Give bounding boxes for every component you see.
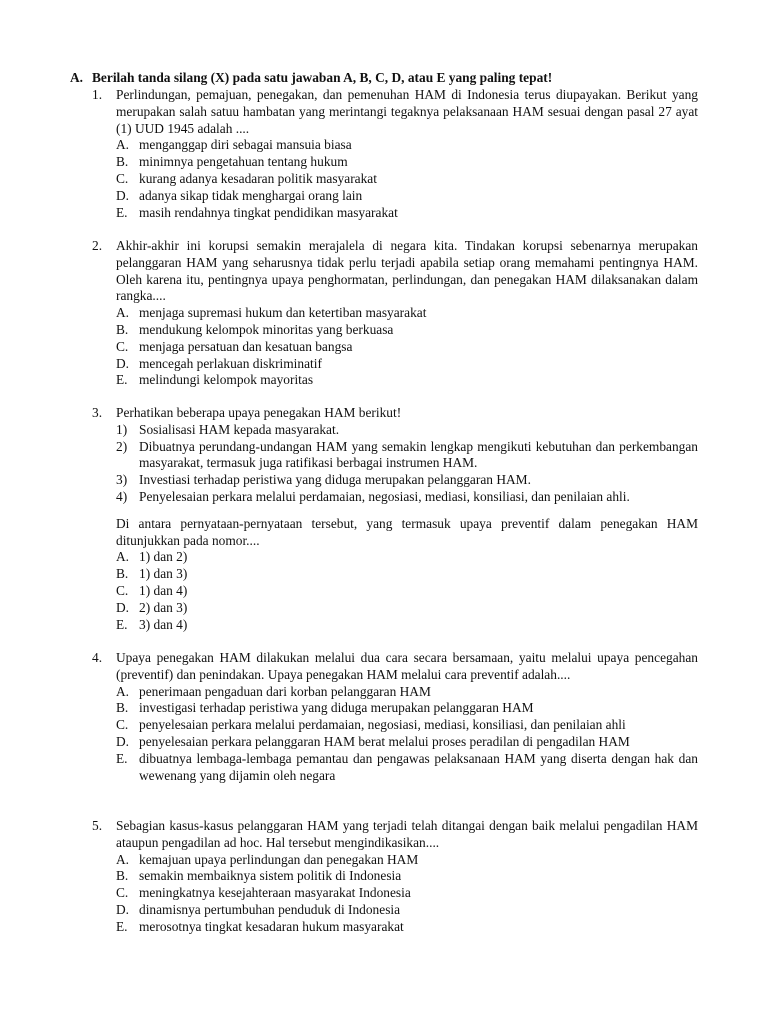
statement-number: 3) <box>116 472 128 488</box>
option-letter: B. <box>116 700 129 716</box>
question-number: 2. <box>92 238 103 253</box>
section-heading <box>70 70 710 87</box>
option-letter: A. <box>116 683 130 699</box>
statement-number: 4) <box>116 488 128 504</box>
option-d[interactable] <box>116 734 698 751</box>
option-text: adanya sikap tidak menghargai orang lain <box>139 187 363 203</box>
option-d[interactable] <box>116 600 698 617</box>
option-text: investigasi terhadap peristiwa yang diduga merupakan pelanggaran HAM <box>139 700 534 716</box>
option-text: menjaga persatuan dan kesatuan bangsa <box>139 338 353 354</box>
question-2 <box>92 238 698 389</box>
question-prompt: Di antara pernyataan-pernyataan tersebut, yang termasuk upaya preventif dalam penegakan HAM ditunjukkan pada nomor.... <box>116 515 698 548</box>
option-text: dinamisnya pertumbuhan penduduk di Indonesia <box>139 901 401 917</box>
option-letter: B. <box>116 154 129 170</box>
question-5 <box>92 818 698 936</box>
option-letter: A. <box>116 851 130 867</box>
option-text: 3) dan 4) <box>139 616 188 632</box>
statement-4 <box>116 489 698 506</box>
statement-text: Sosialisasi HAM kepada masyarakat. <box>139 421 340 437</box>
option-letter: E. <box>116 204 128 220</box>
option-text: merosotnya tingkat kesadaran hukum masyarakat <box>139 918 404 934</box>
question-number: 1. <box>92 87 103 102</box>
option-d[interactable] <box>116 902 698 919</box>
option-text: semakin membaiknya sistem politik di Indonesia <box>139 868 402 884</box>
option-a[interactable] <box>116 137 698 154</box>
option-e[interactable] <box>116 205 698 222</box>
statement-text: Penyelesaian perkara melalui perdamaian, negosiasi, mediasi, konsiliasi, dan penilaian ahli. <box>139 488 630 504</box>
option-letter: D. <box>116 355 130 371</box>
option-a[interactable] <box>116 852 698 869</box>
statement-text: Dibuatnya perundang-undangan HAM yang semakin lengkap mengikuti kebutuhan dan perkembangan masyarakat, termasuk juga ratifikasi berbagai instrumen HAM. <box>139 438 698 471</box>
option-letter: A. <box>116 549 130 565</box>
option-text: mencegah perlakuan diskriminatif <box>139 355 322 371</box>
option-list <box>116 549 698 633</box>
option-text: kemajuan upaya perlindungan dan penegakan HAM <box>139 851 419 867</box>
option-list <box>116 684 698 785</box>
question-number: 5. <box>92 818 103 833</box>
option-letter: A. <box>116 137 130 153</box>
option-list <box>116 305 698 389</box>
option-d[interactable] <box>116 356 698 373</box>
option-letter: D. <box>116 733 130 749</box>
option-letter: E. <box>116 918 128 934</box>
option-c[interactable] <box>116 717 698 734</box>
option-e[interactable] <box>116 372 698 389</box>
statement-1 <box>116 422 698 439</box>
option-letter: C. <box>116 338 129 354</box>
option-text: mendukung kelompok minoritas yang berkuasa <box>139 321 394 337</box>
question-number: 3. <box>92 405 103 420</box>
question-text: Upaya penegakan HAM dilakukan melalui dua cara secara bersamaan, yaitu melalui upaya pencegahan (preventif) dan penindakan. Upaya penegakan HAM melalui cara preventif adalah.... <box>116 650 698 682</box>
option-letter: C. <box>116 582 129 598</box>
option-letter: B. <box>116 868 129 884</box>
question-4 <box>92 650 698 784</box>
option-b[interactable] <box>116 868 698 885</box>
option-a[interactable] <box>116 305 698 322</box>
option-letter: D. <box>116 901 130 917</box>
option-letter: C. <box>116 885 129 901</box>
option-text: dibuatnya lembaga-lembaga pemantau dan pengawas pelaksanaan HAM yang diserta dengan hak dan wewenang yang dijamin oleh negara <box>139 750 698 783</box>
option-letter: D. <box>116 599 130 615</box>
statement-2 <box>116 439 698 473</box>
question-text: Perlindungan, pemajuan, penegakan, dan pemenuhan HAM di Indonesia terus diupayakan. Berikut yang merupakan salah satuu hambatan yang merintangi tegaknya pelaksanaan HAM sesuai dengan pasal 27 ayat (1) UUD 1945 adalah .... <box>116 87 698 136</box>
question-text: Sebagian kasus-kasus pelanggaran HAM yang terjadi telah ditangai dengan baik melalui pengadilan HAM ataupun pengadilan ad hoc. Hal tersebut mengindikasikan.... <box>116 818 698 850</box>
option-text: penyelesaian perkara melalui perdamaian, negosiasi, mediasi, konsiliasi, dan penilaian ahli <box>139 717 626 733</box>
statement-number: 2) <box>116 438 128 454</box>
option-e[interactable] <box>116 617 698 634</box>
option-list <box>116 852 698 936</box>
option-text: 1) dan 4) <box>139 582 188 598</box>
option-e[interactable] <box>116 919 698 936</box>
question-1 <box>92 87 698 221</box>
option-letter: E. <box>116 750 128 766</box>
question-3 <box>92 405 698 633</box>
option-letter: D. <box>116 187 130 203</box>
option-text: melindungi kelompok mayoritas <box>139 372 314 388</box>
section-instruction: Berilah tanda silang (X) pada satu jawaban A, B, C, D, atau E yang paling tepat! <box>92 70 553 85</box>
statement-list <box>116 422 698 506</box>
option-c[interactable] <box>116 885 698 902</box>
option-d[interactable] <box>116 188 698 205</box>
option-letter: A. <box>116 305 130 321</box>
option-letter: C. <box>116 717 129 733</box>
option-a[interactable] <box>116 684 698 701</box>
option-b[interactable] <box>116 700 698 717</box>
option-a[interactable] <box>116 549 698 566</box>
statement-3 <box>116 472 698 489</box>
option-letter: E. <box>116 616 128 632</box>
option-list <box>116 137 698 221</box>
option-c[interactable] <box>116 171 698 188</box>
option-b[interactable] <box>116 322 698 339</box>
question-text: Akhir-akhir ini korupsi semakin merajalela di negara kita. Tindakan korupsi sebenarnya merupakan pelanggaran HAM yang seharusnya tidak perlu terjadi apabila setiap orang memahami pentingnya HAM. Oleh karena itu, pentingnya upaya penghormatan, perlindungan, dan penegakan HAM dilaksanakan dalam rangka.... <box>116 238 698 304</box>
option-text: menjaga supremasi hukum dan ketertiban masyarakat <box>139 305 427 321</box>
statement-text: Investiasi terhadap peristiwa yang diduga merupakan pelanggaran HAM. <box>139 472 531 488</box>
option-c[interactable] <box>116 339 698 356</box>
option-b[interactable] <box>116 566 698 583</box>
section-letter: A. <box>70 70 84 85</box>
option-text: penerimaan pengaduan dari korban pelanggaran HAM <box>139 683 431 699</box>
option-letter: B. <box>116 566 129 582</box>
option-letter: E. <box>116 372 128 388</box>
option-text: 1) dan 2) <box>139 549 188 565</box>
option-text: 1) dan 3) <box>139 566 188 582</box>
option-text: penyelesaian perkara pelanggaran HAM berat melalui proses peradilan di pengadilan HAM <box>139 733 630 749</box>
option-b[interactable] <box>116 154 698 171</box>
option-e[interactable] <box>116 751 698 785</box>
option-text: minimnya pengetahuan tentang hukum <box>139 154 348 170</box>
option-letter: B. <box>116 321 129 337</box>
option-text: 2) dan 3) <box>139 599 188 615</box>
option-c[interactable] <box>116 583 698 600</box>
statement-number: 1) <box>116 421 128 437</box>
question-number: 4. <box>92 650 103 665</box>
option-text: menganggap diri sebagai mansuia biasa <box>139 137 352 153</box>
option-text: kurang adanya kesadaran politik masyarakat <box>139 170 377 186</box>
option-text: meningkatnya kesejahteraan masyarakat Indonesia <box>139 885 411 901</box>
question-text: Perhatikan beberapa upaya penegakan HAM berikut! <box>116 405 402 420</box>
option-text: masih rendahnya tingkat pendidikan masyarakat <box>139 204 398 220</box>
option-letter: C. <box>116 170 129 186</box>
